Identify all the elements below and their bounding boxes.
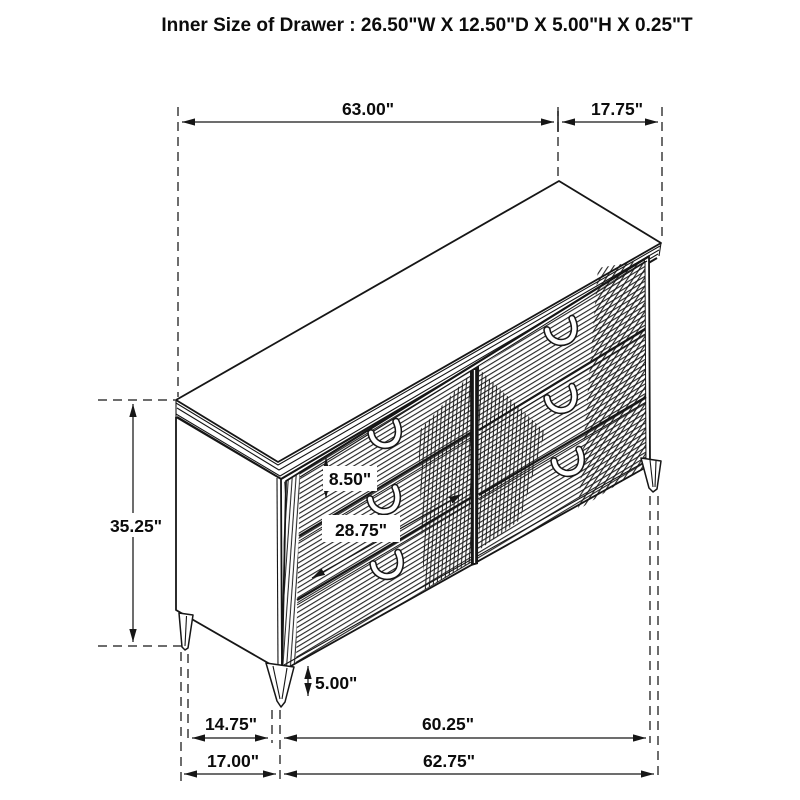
dim-top-width xyxy=(182,99,554,122)
leg-front-right xyxy=(641,458,661,492)
dim-bottom-depth-label: 17.00" xyxy=(206,751,260,771)
dim-leg-height xyxy=(308,666,357,696)
dim-overall-height-label: 35.25" xyxy=(109,516,163,536)
dim-leg-inset xyxy=(192,714,268,738)
dim-leg-inset-label: 14.75" xyxy=(204,714,258,734)
leg-front-left xyxy=(266,663,294,707)
dim-body-span-label: 60.25" xyxy=(421,714,475,734)
dim-bottom-width-label: 62.75" xyxy=(422,751,476,771)
dim-leg-height-label: 5.00" xyxy=(315,673,358,693)
drawer-center-divider xyxy=(470,366,479,566)
page-title: Inner Size of Drawer : 26.50"W X 12.50"D X 5.00"H X 0.25"T xyxy=(161,15,693,36)
dim-body-span xyxy=(284,714,646,738)
dim-drawer-width-label: 28.75" xyxy=(334,520,388,540)
dim-bottom-width xyxy=(284,751,654,774)
dim-top-width-label: 63.00" xyxy=(341,99,395,119)
dim-drawer-height-label: 8.50" xyxy=(328,469,372,489)
dresser-drawing xyxy=(176,181,661,707)
dim-overall-height xyxy=(101,404,171,642)
dim-bottom-depth xyxy=(184,751,276,774)
dim-top-depth-label: 17.75" xyxy=(590,99,644,119)
dim-top-depth xyxy=(562,99,658,122)
